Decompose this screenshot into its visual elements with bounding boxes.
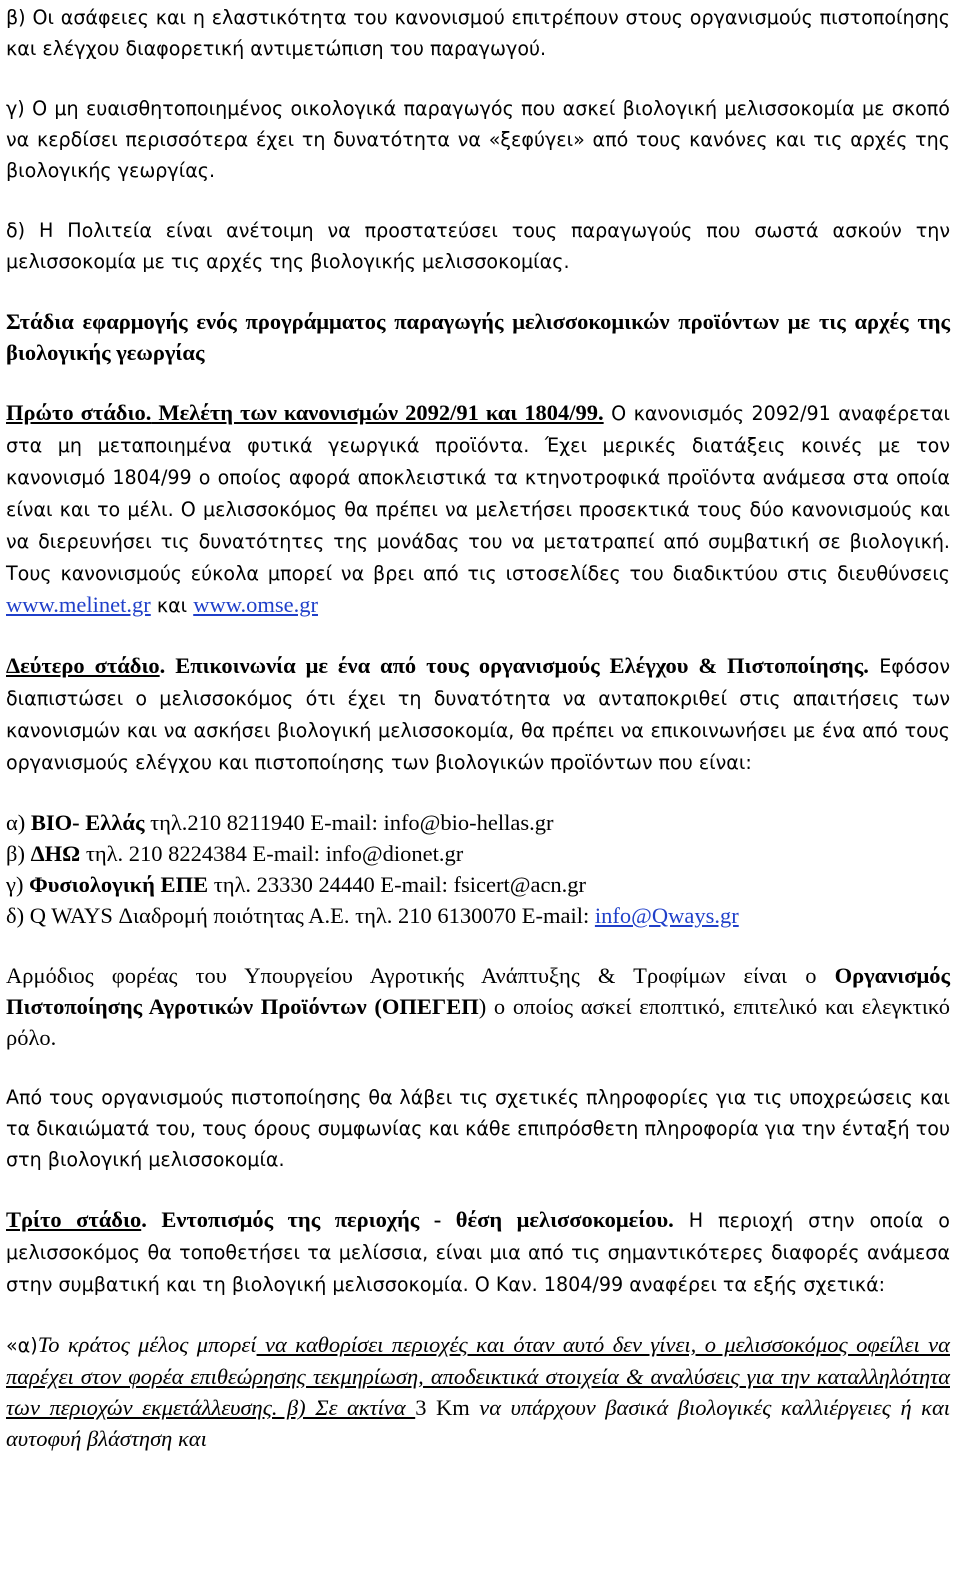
organization-name: ΒΙΟ- Ελλάς [30, 810, 145, 835]
stage2-paragraph [6, 650, 950, 778]
quote-normal: 3 Km [415, 1395, 470, 1420]
stage3-text: Η περιοχή στην οποία ο μελισσοκόμος θα τοποθετήσει τα μελίσσια, είναι μια από τις σημαντικότερες διαφορές ανάμεσα στην συμβατική και τη βιολογική μελισσοκομία. Ο Καν. 1804/99 αναφέρει τα εξής σχετικά: [6, 1209, 950, 1296]
quote-paragraph [6, 1329, 950, 1454]
stage3-label: Τρίτο στάδιο [6, 1207, 142, 1232]
organizations-list [6, 807, 950, 931]
intro-item-c: γ) Ο μη ευαισθητοποιημένος οικολογικά παραγωγός που ασκεί βιολογική μελισσοκομία με σκοπό να κερδίσει περισσότερα έχει τη δυνατότητα να «ξεφύγει» από τους κανόνες και τις αρχές της βιολογικής γεωργίας. [6, 97, 950, 182]
omse-link[interactable]: www.omse.gr [193, 592, 318, 617]
quote-part1: Το κράτος μέλος μπορεί [37, 1332, 257, 1357]
list-item-prefix: γ) [6, 872, 30, 897]
list-item [6, 807, 950, 838]
stage1-paragraph [6, 397, 950, 621]
stage1-text: Ο κανονισμός 2092/91 αναφέρεται στα μη μεταποιημένα φυτικά γεωργικά προϊόντα. Έχει μερικές διατάξεις κοινές με τον κανονισμό 1804/99 ο οποίος αφορά αποκλειστικά τα κτηνοτροφικά προϊόντα ανάμεσα στα οποία είναι και το μέλι. Ο μελισσοκόμος θα πρέπει να μελετήσει προσεκτικά τους δύο κανονισμούς και να διερευνήσει τις δυνατότητες της μονάδας του να μετατραπεί από συμβατική σε βιολογική. Τους κανονισμούς εύκολα μπορεί να βρει από τις ιστοσελίδες του διαδικτύου στις διευθύνσεις [6, 402, 951, 585]
section-heading: Στάδια εφαρμογής ενός προγράμματος παραγωγής μελισσοκομικών προϊόντων με τις αρχές της βιολογικής γεωργίας [6, 309, 950, 365]
stage1-label: Πρώτο στάδιο. [6, 400, 152, 425]
quote-open: «α) [6, 1334, 38, 1357]
qways-email-link[interactable]: info@Qways.gr [594, 903, 739, 928]
stage2-label: Δεύτερο στάδιο [6, 653, 160, 678]
organization-details: τηλ.210 8211940 E-mail: info@bio-hellas.gr [144, 810, 554, 835]
list-item [6, 869, 950, 900]
list-item [6, 900, 950, 931]
list-item-prefix: β) [6, 841, 31, 866]
authority-after: ) ο οποίος ασκεί εποπτικό, επιτελικό και ελεγκτικό ρόλο. [6, 994, 950, 1050]
organization-name: Φυσιολογική ΕΠΕ [29, 872, 209, 897]
list-item-prefix: α) [6, 810, 31, 835]
authority-before: Αρμόδιος φορέας του Υπουργείου Αγροτικής Ανάπτυξης & Τροφίμων είναι ο [6, 963, 835, 988]
info-paragraph: Από τους οργανισμούς πιστοποίησης θα λάβει τις σχετικές πληροφορίες για τις υποχρεώσεις και τα δικαιώματά του, τους όρους συμφωνίας και κάθε επιπρόσθετη πληροφορία για την ένταξή του στη βιολογική μελισσοκομία. [6, 1086, 950, 1171]
authority-paragraph [6, 960, 950, 1053]
stage2-title: . Επικοινωνία με ένα από τους οργανισμούς Ελέγχου & Πιστοποίησης. [159, 653, 869, 678]
organization-details: τηλ. 23330 24440 E-mail: fsicert@acn.gr [208, 872, 587, 897]
melinet-link[interactable]: www.melinet.gr [6, 592, 151, 617]
document-page [6, 0, 950, 1454]
stage1-conj: και [150, 594, 194, 617]
stage1-title: Μελέτη των κανονισμών 2092/91 και 1804/99. [151, 400, 604, 425]
intro-item-d: δ) Η Πολιτεία είναι ανέτοιμη να προστατεύσει τους παραγωγούς που σωστά ασκούν την μελισσοκομία με τις αρχές της βιολογικής μελισσοκομίας. [6, 219, 950, 273]
quote-part3: να υπάρχουν βασικά βιολογικές καλλιέργειες ή και αυτοφυή βλάστηση και [6, 1395, 951, 1451]
stage3-paragraph [6, 1204, 950, 1300]
quote-part2: να καθορίσει περιοχές και όταν αυτό δεν γίνει, ο μελισσοκόμος οφείλει να παρέχει στον φορέα επιθεώρησης τεκμηρίωση, αποδεικτικά στοιχεία & αναλύσεις για την καταλληλότητα των περιοχών εκμετάλλευσης. β) Σε ακτίνα [6, 1332, 950, 1420]
list-item-prefix: δ) [6, 903, 30, 928]
organization-name: ΔΗΩ [30, 841, 81, 866]
organization-details: Q WAYS Διαδρομή ποιότητας Α.Ε. τηλ. 210 6130070 E-mail: [29, 903, 595, 928]
intro-item-b: β) Οι ασάφειες και η ελαστικότητα του κανονισμού επιτρέπουν στους οργανισμούς πιστοποίησης και ελέγχου διαφορετική αντιμετώπιση του παραγωγού. [6, 6, 950, 60]
stage3-title: . Εντοπισμός της περιοχής - θέση μελισσοκομείου. [141, 1207, 674, 1232]
organization-details: τηλ. 210 8224384 E-mail: info@dionet.gr [80, 841, 464, 866]
list-item [6, 838, 950, 869]
stage2-text: Εφόσον διαπιστώσει ο μελισσοκόμος ότι έχει τη δυνατότητα να ανταποκριθεί στις απαιτήσεις των κανονισμών και να ασκήσει βιολογική μελισσοκομία, θα πρέπει να επικοινωνήσει με ένα από τους οργανισμούς ελέγχου και πιστοποίησης των βιολογικών προϊόντων που είναι: [6, 655, 950, 774]
authority-name: Οργανισμός Πιστοποίησης Αγροτικών Προϊόντων (ΟΠΕΓΕΠ [6, 963, 950, 1019]
